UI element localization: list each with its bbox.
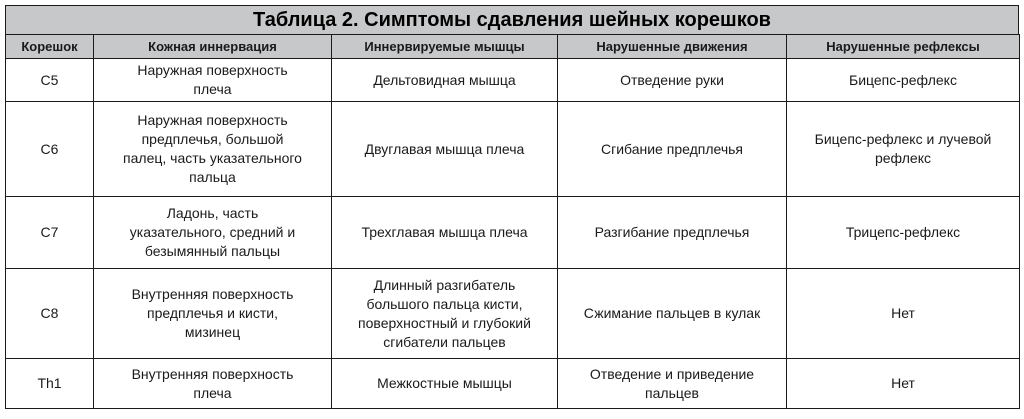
- cell-skin: [94, 102, 332, 197]
- cell-skin: [94, 359, 332, 409]
- table-row: [6, 359, 1020, 409]
- symptoms-table: [5, 34, 1020, 409]
- cell-line: C6: [40, 140, 59, 157]
- cell-line: пальцев: [645, 384, 699, 401]
- cell-line: предплечья, большой: [141, 131, 284, 147]
- cell-line: Отведение и приведение: [589, 365, 755, 382]
- cell-movements: [558, 269, 787, 359]
- table-row: [6, 269, 1020, 359]
- cell-line: Бицепс-рефлекс и лучевой: [814, 131, 992, 147]
- cell-line: сгибатели пальцев: [383, 333, 506, 350]
- cell-reflexes: [787, 269, 1020, 359]
- header-impaired-movements: Нарушенные движения: [558, 35, 787, 59]
- header-innervated-muscles: Иннервируемые мышцы: [332, 35, 558, 59]
- cell-line: C5: [40, 71, 59, 88]
- cell-root: [6, 102, 94, 197]
- cell-line: Ладонь, часть: [166, 205, 259, 221]
- cell-line: Наружная поверхность: [137, 62, 288, 78]
- cell-line: пальца: [189, 169, 236, 185]
- cell-line: плеча: [193, 81, 232, 97]
- cell-movements: [558, 197, 787, 269]
- cell-line: Трицепс-рефлекс: [845, 224, 961, 240]
- cell-line: Трехглавая мышца плеча: [361, 224, 528, 240]
- cell-reflexes: [787, 59, 1020, 102]
- cell-root: [6, 59, 94, 102]
- cell-line: C7: [40, 224, 59, 240]
- cell-reflexes: [787, 197, 1020, 269]
- cell-line: палец, часть указательного: [123, 150, 302, 166]
- cell-line: Внутренняя поверхность: [131, 365, 294, 382]
- cell-line: Длинный разгибатель: [373, 276, 516, 293]
- cell-skin: [94, 59, 332, 102]
- table-row: [6, 102, 1020, 197]
- cell-line: Отведение руки: [620, 71, 724, 88]
- cell-line: поверхностный и глубокий: [358, 314, 531, 331]
- table-header-row: [6, 35, 1020, 59]
- table-row: [6, 197, 1020, 269]
- cell-line: плеча: [193, 384, 232, 401]
- cell-root: [6, 359, 94, 409]
- table-title: Таблица 2. Симптомы сдавления шейных корешков: [5, 5, 1019, 35]
- cell-skin: [94, 197, 332, 269]
- cell-root: [6, 269, 94, 359]
- cell-line: Дельтовидная мышца: [373, 71, 516, 88]
- header-skin-innervation: Кожная иннервация: [94, 35, 332, 59]
- cell-line: большого пальца кисти,: [366, 295, 523, 312]
- cell-muscles: [332, 59, 558, 102]
- cell-movements: [558, 59, 787, 102]
- cell-muscles: [332, 359, 558, 409]
- cell-line: Разгибание предплечья: [594, 224, 750, 240]
- cell-line: Th1: [37, 375, 62, 391]
- cell-muscles: [332, 197, 558, 269]
- header-root: Корешок: [6, 35, 94, 59]
- table-row: [6, 59, 1020, 102]
- cell-skin: [94, 269, 332, 359]
- cell-line: Двуглавая мышца плеча: [364, 140, 525, 157]
- cell-line: Бицепс-рефлекс: [849, 71, 957, 88]
- cell-line: C8: [40, 305, 59, 321]
- cell-line: указательного, средний и: [129, 224, 296, 240]
- cell-line: безымянный пальцы: [144, 243, 281, 259]
- cell-muscles: [332, 269, 558, 359]
- cell-root: [6, 197, 94, 269]
- cell-line: предплечья и кисти,: [147, 305, 278, 321]
- cell-line: Наружная поверхность: [137, 112, 288, 128]
- cell-line: Нет: [891, 305, 915, 321]
- cell-line: Внутренняя поверхность: [131, 286, 294, 302]
- header-impaired-reflexes: Нарушенные рефлексы: [787, 35, 1020, 59]
- cell-line: Сгибание предплечья: [600, 140, 743, 157]
- cell-movements: [558, 102, 787, 197]
- cell-reflexes: [787, 359, 1020, 409]
- cell-reflexes: [787, 102, 1020, 197]
- cell-line: Нет: [891, 375, 915, 391]
- cell-muscles: [332, 102, 558, 197]
- cell-line: Сжимание пальцев в кулак: [583, 305, 761, 321]
- cell-line: Межкостные мышцы: [377, 375, 512, 391]
- cell-line: мизинец: [184, 324, 241, 340]
- cell-movements: [558, 359, 787, 409]
- cell-line: рефлекс: [874, 150, 932, 166]
